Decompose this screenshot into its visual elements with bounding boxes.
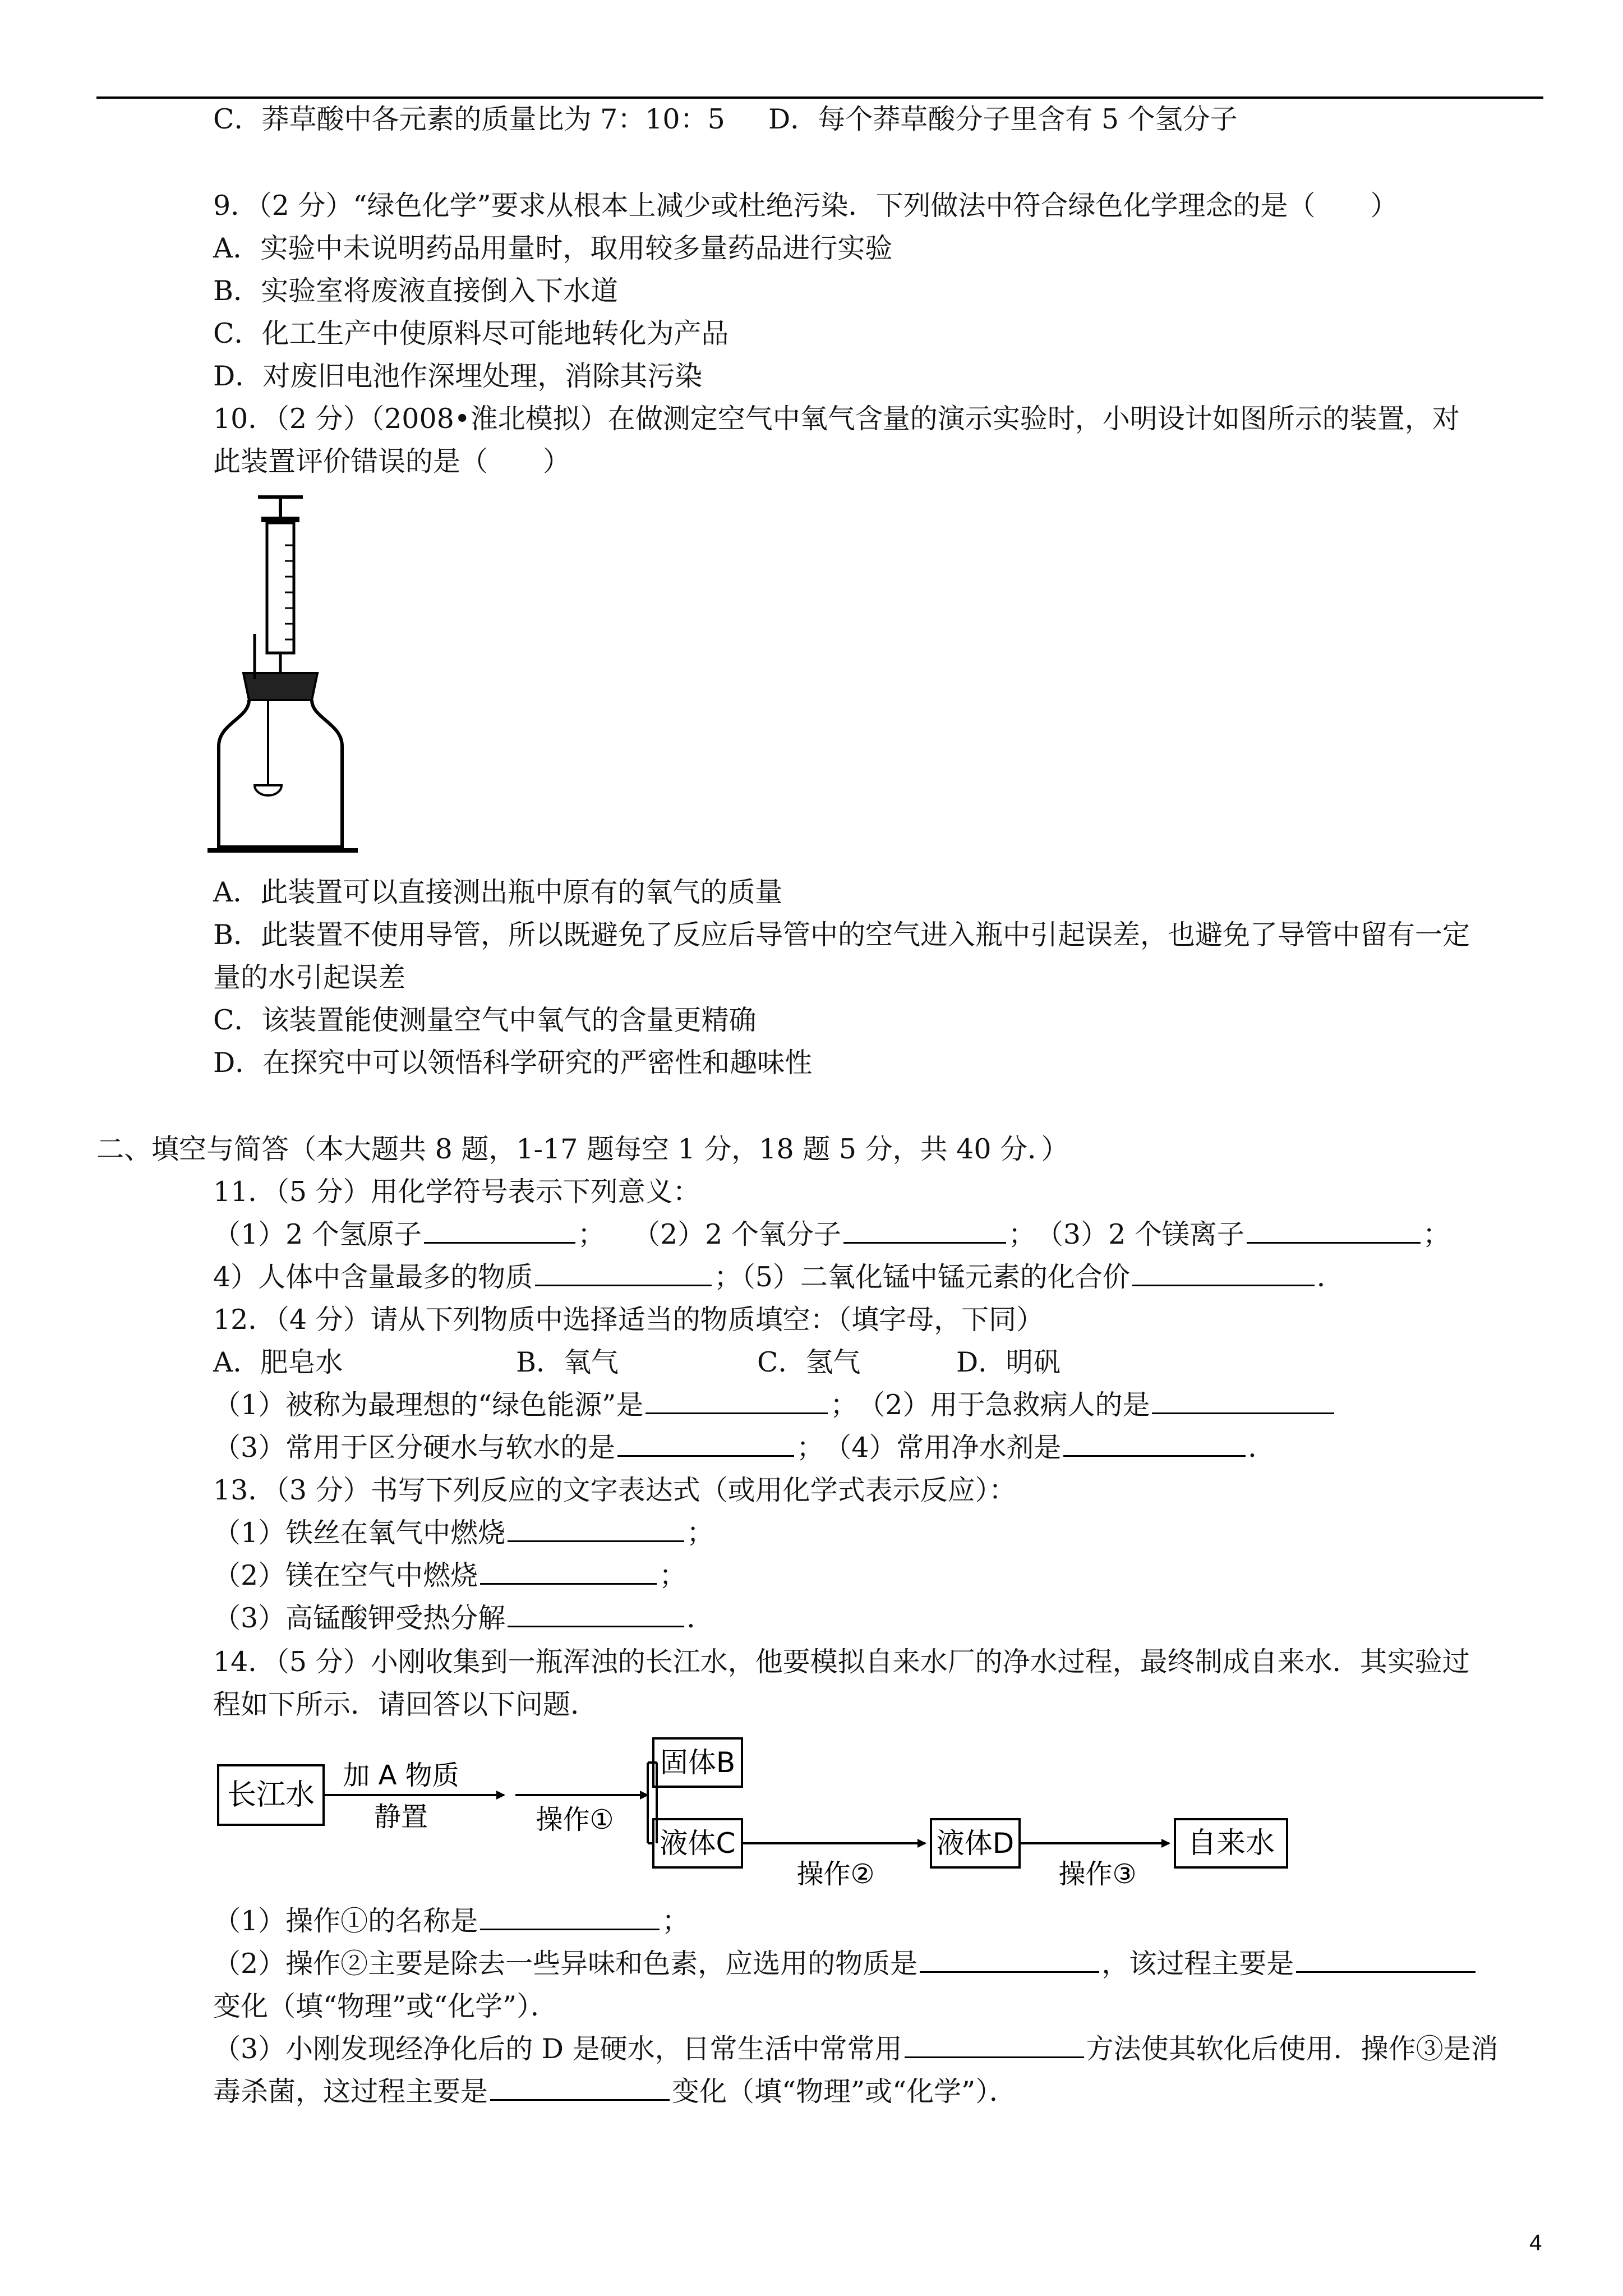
- q10-option-b-line2: 量的水引起误差: [213, 961, 406, 993]
- q11-sep1: ；: [577, 1218, 647, 1250]
- q8-option-d: D．每个莽草酸分子里含有 5 个氢分子: [768, 103, 1238, 135]
- q14-part3c-blank[interactable]: [490, 2078, 670, 2101]
- q10-option-d: D．在探究中可以领悟科学研究的严密性和趣味性: [213, 1047, 813, 1079]
- q14-part2a-label: （2）操作②主要是除去一些异味和色素，应选用的物质是: [213, 1948, 918, 1980]
- q14-part2c-label: 变化（填“物理”或“化学”）．: [213, 1990, 558, 2022]
- q11-part5-blank[interactable]: [1132, 1263, 1315, 1286]
- q11-sep2: ；: [1008, 1218, 1050, 1250]
- q11-part4-label: 4）人体中含量最多的物质: [213, 1261, 533, 1293]
- q11-line2: [213, 1263, 1344, 1291]
- q13-part2-label: （2）镁在空气中燃烧: [213, 1559, 478, 1591]
- flow-liquid-c-label: 液体C: [660, 1827, 736, 1860]
- q9-option-c: C．化工生产中使原料尽可能地转化为产品: [213, 318, 729, 349]
- q14-line2: [213, 1948, 1478, 1980]
- q14-process-flowchart: [216, 1736, 1315, 1904]
- q13-part1-label: （1）铁丝在氧气中燃烧: [213, 1517, 506, 1549]
- q13-part3-label: （3）高锰酸钾受热分解: [213, 1602, 506, 1634]
- q13-sep1: ；: [686, 1517, 714, 1549]
- q12-part4-label: （4）常用净水剂是: [837, 1432, 1062, 1464]
- q14-stem-line1: 14．（5 分）小刚收集到一瓶浑浊的长江水，他要模拟自来水厂的净水过程，最终制成自来水．其实验过: [213, 1646, 1470, 1678]
- q10-option-b-line1: B．此装置不使用导管，所以既避免了反应后导管中的空气进入瓶中引起误差，也避免了导管中留有一定: [213, 919, 1470, 951]
- flow-start-label: 长江水: [227, 1778, 315, 1812]
- q14-part3d-label: 变化（填“物理”或“化学”）．: [672, 2076, 1017, 2108]
- q11-sep4: ；: [714, 1261, 742, 1293]
- q11-sep3: ；: [1422, 1218, 1450, 1250]
- q11-part5-label: （5）二氧化锰中锰元素的化合价: [741, 1261, 1130, 1293]
- q14-part1-blank[interactable]: [480, 1907, 660, 1930]
- flow-step1-top-label: 加 A 物质: [343, 1760, 459, 1791]
- flow-op3-label: 操作③: [1058, 1858, 1137, 1890]
- q11-part1-label: （1）2 个氢原子: [213, 1218, 422, 1250]
- q10-option-a: A．此装置可以直接测出瓶中原有的氧气的质量: [213, 876, 783, 908]
- q14-line5: [213, 2076, 1017, 2108]
- q12-part1-label: （1）被称为最理想的“绿色能源”是: [213, 1389, 644, 1421]
- q12-part4-blank[interactable]: [1063, 1434, 1246, 1457]
- q12-part3-label: （3）常用于区分硬水与软水的是: [213, 1432, 616, 1464]
- q12-end: ．: [1248, 1432, 1276, 1464]
- q14-line1: [213, 1907, 689, 1935]
- q12-option-a: A．肥皂水: [213, 1346, 343, 1378]
- q14-sep1: ；: [662, 1905, 690, 1937]
- flow-op2-label: 操作②: [796, 1858, 875, 1890]
- syringe-plunger: [258, 497, 303, 523]
- q10-option-c: C．该装置能使测量空气中氧气的含量更精确: [213, 1004, 757, 1036]
- q12-sep2: ；: [796, 1432, 838, 1464]
- gas-bottle: [219, 700, 342, 847]
- q13-line1: [213, 1519, 714, 1547]
- q9-stem: 9．（2 分）“绿色化学”要求从根本上减少或杜绝污染．下列做法中符合绿色化学理念的是（ ）: [213, 190, 1398, 222]
- q9-option-d: D．对废旧电池作深埋处理，消除其污染: [213, 360, 703, 392]
- q13-line2: [213, 1559, 687, 1591]
- q12-option-c: C．氢气: [757, 1346, 861, 1378]
- q14-part1-label: （1）操作①的名称是: [213, 1905, 478, 1937]
- q13-end: ．: [686, 1602, 714, 1634]
- q11-part2-label: （2）2 个氧分子: [646, 1218, 841, 1250]
- page-number: 4: [1529, 2230, 1542, 2255]
- q13-stem: 13．（3 分）书写下列反应的文字表达式（或用化学式表示反应）：: [213, 1474, 1017, 1506]
- q13-part2-blank[interactable]: [480, 1562, 657, 1585]
- section-2-heading: 二、填空与简答（本大题共 8 题，1-17 题每空 1 分，18 题 5 分，共 40 分．）: [96, 1133, 1069, 1165]
- q13-part3-blank[interactable]: [508, 1604, 684, 1627]
- q11-end: ．: [1316, 1261, 1344, 1293]
- q14-part3a-blank[interactable]: [905, 2035, 1084, 2058]
- q13-line3: [213, 1604, 714, 1632]
- q12-part2-label: （2）用于急救病人的是: [871, 1389, 1150, 1421]
- flow-step1-bottom-label: 静置: [374, 1801, 428, 1833]
- q9-option-b: B．实验室将废液直接倒入下水道: [213, 275, 619, 307]
- q10-stem-line2: 此装置评价错误的是（ ）: [213, 445, 571, 477]
- q11-stem: 11．（5 分）用化学符号表示下列意义：: [213, 1176, 700, 1208]
- q14-part2a-blank[interactable]: [920, 1950, 1099, 1973]
- q12-stem: 12．（4 分）请从下列物质中选择适当的物质填空：（填字母，下同）: [213, 1304, 1044, 1336]
- q10-apparatus-figure: [208, 494, 365, 853]
- q14-stem-line2: 程如下所示．请回答以下问题．: [213, 1688, 598, 1720]
- q14-line4: [213, 2035, 1498, 2063]
- q12-line2: [213, 1432, 1276, 1464]
- q12-option-d: D．明矾: [956, 1346, 1061, 1378]
- combustion-spoon: [255, 785, 282, 795]
- q12-part1-blank[interactable]: [645, 1391, 828, 1414]
- q12-part3-blank[interactable]: [617, 1434, 794, 1457]
- q12-sep1: ；: [830, 1389, 872, 1421]
- q9-option-a: A．实验中未说明药品用量时，取用较多量药品进行实验: [213, 232, 893, 264]
- q11-line1: [213, 1218, 1450, 1250]
- q11-part3-label: （3）2 个镁离子: [1049, 1218, 1244, 1250]
- flow-end-label: 自来水: [1187, 1826, 1275, 1860]
- q11-part2-blank[interactable]: [843, 1221, 1006, 1244]
- q14-part2b-blank[interactable]: [1296, 1950, 1476, 1973]
- q14-part3b-label: 方法使其软化后使用．操作③是消: [1086, 2033, 1498, 2065]
- q14-part3c-label: 毒杀菌，这过程主要是: [213, 2076, 488, 2108]
- q14-part2b-label: ，该过程主要是: [1101, 1948, 1294, 1980]
- flow-op1-label: 操作①: [536, 1804, 614, 1835]
- q11-part4-blank[interactable]: [535, 1263, 712, 1286]
- top-rule: [96, 96, 1543, 99]
- q13-sep2: ；: [659, 1559, 687, 1591]
- q12-option-b: B．氧气: [516, 1346, 619, 1378]
- q11-part1-blank[interactable]: [424, 1221, 575, 1244]
- q10-stem-line1: 10．（2 分）（2008•淮北模拟）在做测定空气中氧气含量的演示实验时，小明设计如图所示的装置，对: [213, 403, 1460, 435]
- flow-liquid-d-label: 液体D: [936, 1827, 1015, 1860]
- q13-part1-blank[interactable]: [508, 1519, 684, 1542]
- q12-part2-blank[interactable]: [1152, 1391, 1334, 1414]
- q8-option-c: C．莽草酸中各元素的质量比为 7：10：5: [213, 103, 725, 135]
- flow-solid-b-label: 固体B: [660, 1746, 736, 1779]
- q11-part3-blank[interactable]: [1247, 1221, 1421, 1244]
- syringe-barrel: [267, 523, 294, 679]
- q12-line1: [213, 1391, 1336, 1419]
- q14-part3a-label: （3）小刚发现经净化后的 D 是硬水，日常生活中常常用: [213, 2033, 902, 2065]
